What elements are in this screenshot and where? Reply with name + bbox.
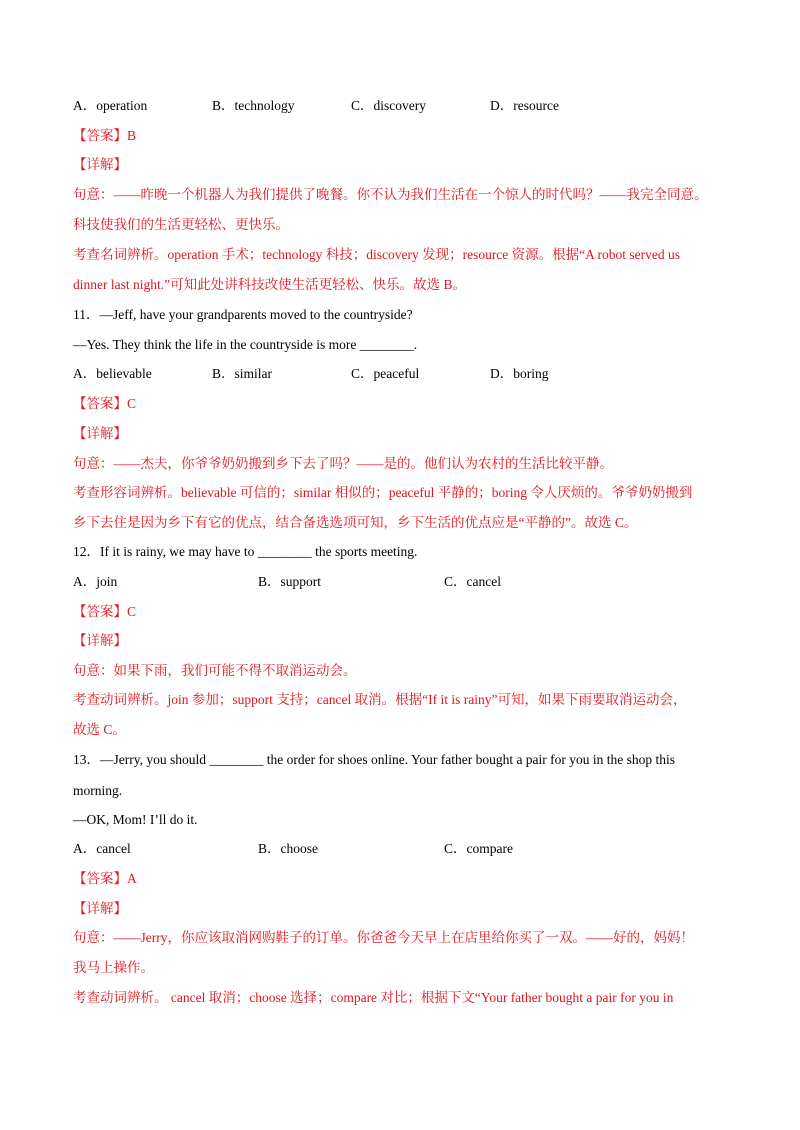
q13-option-b: B．choose — [258, 841, 318, 856]
q10-detail-label: 【详解】 — [73, 157, 127, 172]
q10-analysis-1: 考查名词辨析。operation 手术；technology 科技；discovery 发现；resource 资源。根据“A robot served us — [73, 247, 681, 262]
q13-stem-2: morning. — [73, 783, 123, 798]
q11-option-d: D．boring — [490, 366, 549, 381]
q13-stem-3: —OK, Mom! I’ll do it. — [73, 812, 198, 827]
q10-option-b: B．technology — [212, 98, 295, 113]
q11-detail-label: 【详解】 — [73, 426, 127, 441]
q10-option-d: D．resource — [490, 98, 559, 113]
q11-analysis-1: 考查形容词辨析。believable 可信的；similar 相似的；peaceful 平静的；boring 令人厌烦的。爷爷奶奶搬到 — [73, 485, 693, 500]
q10-analysis-2: dinner last night.”可知此处讲科技改使生活更轻松、快乐。故选 B。 — [73, 277, 466, 292]
q11-analysis-2: 乡下去住是因为乡下有它的优点，结合备选选项可知，乡下生活的优点应是“平静的”。故选 C。 — [73, 515, 638, 530]
q13-meaning-1: 句意：——Jerry，你应该取消网购鞋子的订单。你爸爸今天早上在店里给你买了一双。——好的，妈妈！ — [73, 930, 694, 945]
q13-analysis-1: 考查动词辨析。 cancel 取消；choose 选择；compare 对比；根据下文“Your father bought a pair for you in — [73, 990, 674, 1005]
q12-analysis-1: 考查动词辨析。join 参加；support 支持；cancel 取消。根据“If it is rainy”可知，如果下雨要取消运动会， — [73, 692, 687, 707]
q12-meaning: 句意：如果下雨，我们可能不得不取消运动会。 — [73, 663, 357, 678]
q13-detail-label: 【详解】 — [73, 901, 127, 916]
q11-option-c: C．peaceful — [351, 366, 420, 381]
q12-option-a: A．join — [73, 574, 118, 589]
q10-meaning-2: 科技使我们的生活更轻松、更快乐。 — [73, 217, 289, 232]
q13-answer: 【答案】A — [73, 871, 137, 886]
q12-detail-label: 【详解】 — [73, 633, 127, 648]
q13-option-c: C．compare — [444, 841, 513, 856]
q11-stem-1: 11．—Jeff, have your grandparents moved to the countryside? — [73, 307, 413, 322]
q12-option-c: C．cancel — [444, 574, 501, 589]
q11-stem-2: —Yes. They think the life in the countryside is more ________. — [73, 337, 418, 352]
q13-meaning-2: 我马上操作。 — [73, 960, 154, 975]
q10-option-a: A．operation — [73, 98, 148, 113]
q13-stem-1: 13．—Jerry, you should ________ the order for shoes online. Your father bought a pair for you in the shop this — [73, 752, 676, 767]
q11-option-b: B．similar — [212, 366, 272, 381]
q13-option-a: A．cancel — [73, 841, 131, 856]
q10-meaning-1: 句意：——昨晚一个机器人为我们提供了晚餐。你不认为我们生活在一个惊人的时代吗？——我完全同意。 — [73, 187, 708, 202]
q12-answer: 【答案】C — [73, 604, 137, 619]
q11-answer: 【答案】C — [73, 396, 137, 411]
q11-option-a: A．believable — [73, 366, 152, 381]
q10-answer: 【答案】B — [73, 128, 137, 143]
q11-meaning: 句意：——杰夫，你爷爷奶奶搬到乡下去了吗？——是的。他们认为农村的生活比较平静。 — [73, 456, 613, 471]
q12-stem: 12．If it is rainy, we may have to ________ the sports meeting. — [73, 544, 418, 559]
q10-option-c: C．discovery — [351, 98, 426, 113]
q12-option-b: B．support — [258, 574, 322, 589]
q12-analysis-2: 故选 C。 — [73, 722, 126, 737]
